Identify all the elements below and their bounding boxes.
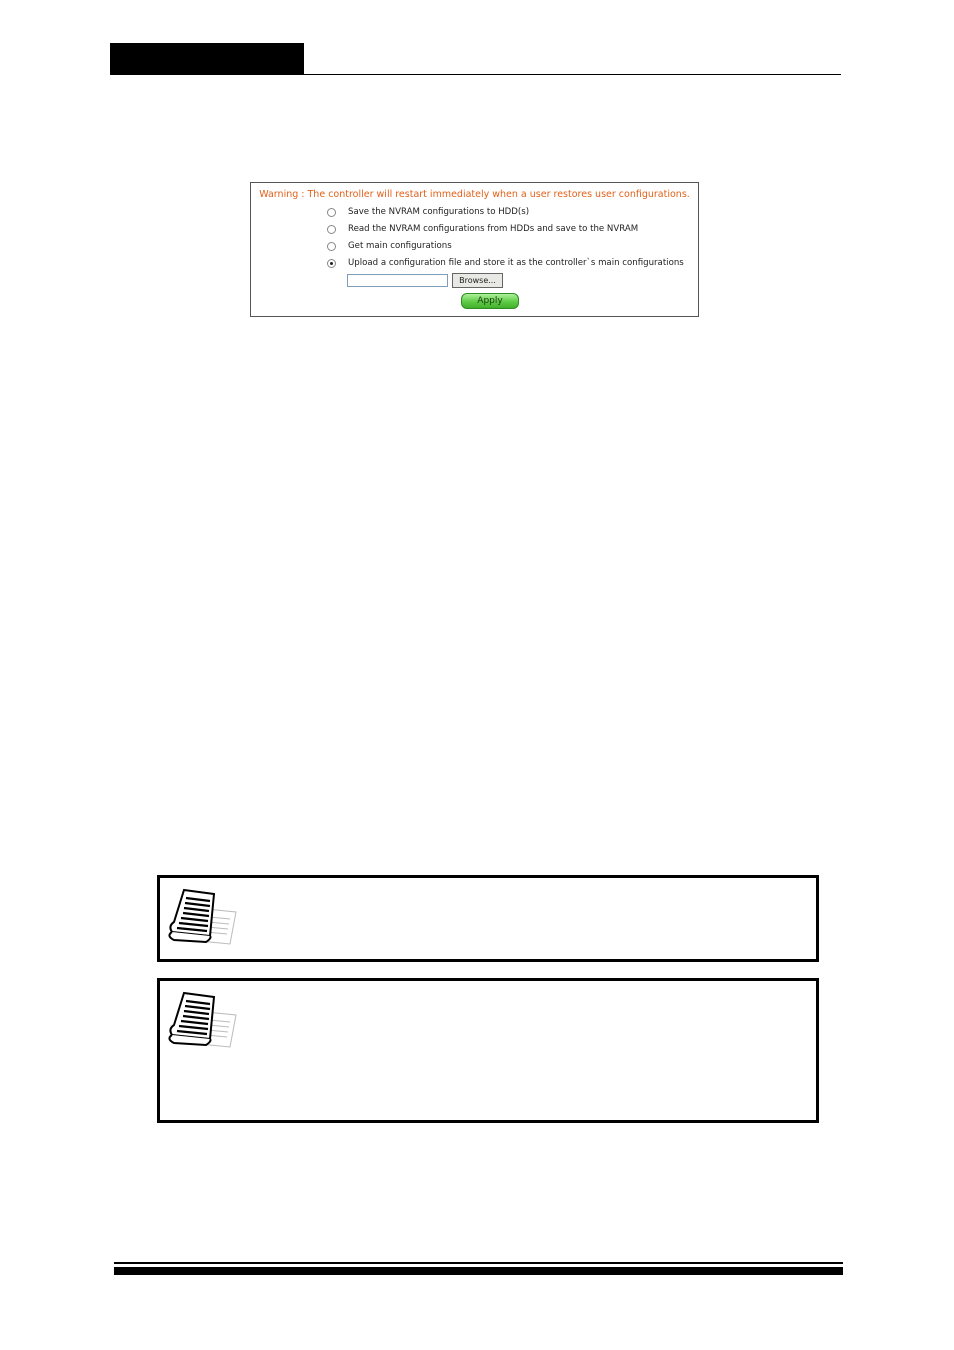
note-document-icon: [166, 989, 246, 1049]
radio-get-main-config[interactable]: [327, 242, 336, 251]
apply-button[interactable]: Apply: [461, 293, 519, 309]
option-upload-config[interactable]: [327, 256, 684, 270]
option-label: Read the NVRAM configurations from HDDs and save to the NVRAM: [348, 224, 639, 234]
footer-rule-thick: [114, 1267, 843, 1275]
option-label: Save the NVRAM configurations to HDD(s): [348, 207, 530, 217]
footer-rule-thin: [114, 1262, 843, 1264]
note-document-icon: [166, 886, 246, 946]
option-save-nvram[interactable]: [327, 205, 529, 219]
configuration-panel: [250, 182, 699, 317]
note-box-1: [157, 875, 819, 962]
option-get-main-config[interactable]: [327, 239, 452, 253]
option-label: Upload a configuration file and store it as the controller`s main configurations: [348, 258, 684, 268]
radio-upload-config[interactable]: [327, 259, 336, 268]
option-read-nvram[interactable]: [327, 222, 638, 236]
header-black-tab: [110, 43, 304, 75]
file-path-input[interactable]: [347, 274, 448, 287]
note-box-2: [157, 978, 819, 1123]
option-label: Get main configurations: [348, 241, 452, 251]
warning-message: Warning : The controller will restart immediately when a user restores user configurations.: [259, 189, 690, 200]
radio-read-nvram[interactable]: [327, 225, 336, 234]
radio-save-nvram[interactable]: [327, 208, 336, 217]
browse-button[interactable]: Browse...: [452, 273, 503, 288]
header-rule: [110, 74, 841, 75]
